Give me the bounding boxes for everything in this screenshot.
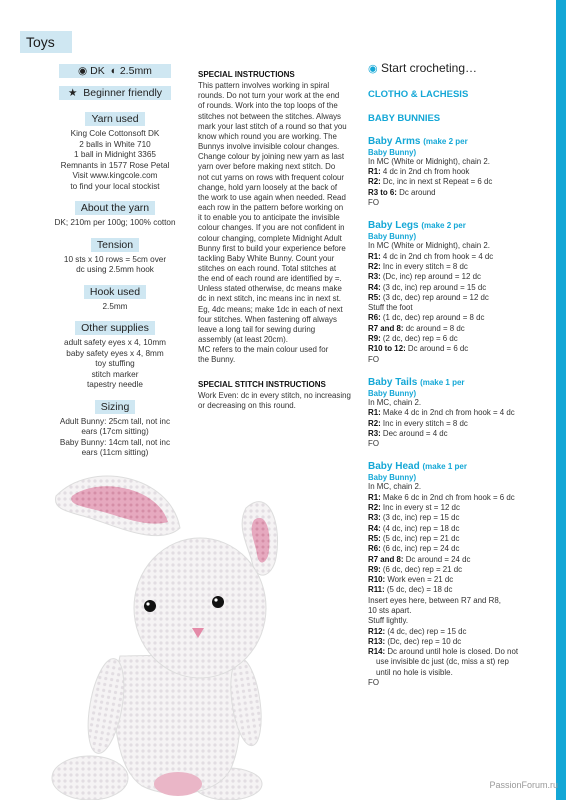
yarn-weight-badge: ◉ DK ◐ 2.5mm bbox=[59, 64, 171, 78]
pattern-row bbox=[368, 355, 543, 365]
tail-pink bbox=[154, 772, 202, 796]
instruction-line: mark your last stitch of a round so that you bbox=[198, 121, 347, 131]
instruction-line: Change colour by joining new yarn as last bbox=[198, 152, 345, 162]
pattern-row bbox=[368, 429, 543, 439]
instructions-column bbox=[198, 70, 358, 411]
row-label: R2: bbox=[368, 418, 381, 428]
special-stitch-body bbox=[198, 391, 358, 411]
instruction-line: dc in next stitch, inc means inc in next st. bbox=[198, 294, 341, 304]
pattern-row bbox=[368, 565, 543, 575]
row-text: (6 dc, dec) rep = 21 dc bbox=[382, 564, 463, 574]
instruction-line: each row in the pattern before working on bbox=[198, 203, 344, 213]
row-text: (3 dc, inc) rep = 15 dc bbox=[382, 513, 460, 523]
yarn-ball-icon: ◉ bbox=[368, 63, 378, 75]
row-label: R2: bbox=[368, 261, 381, 271]
designer-names: CLOTHO & LACHESIS bbox=[368, 89, 469, 101]
row-label: R5: bbox=[368, 292, 381, 302]
start-heading: ◉ Start crocheting… bbox=[368, 61, 477, 75]
section-title bbox=[368, 220, 543, 232]
pattern-row bbox=[368, 177, 543, 187]
row-text: (5 dc, inc) rep = 21 dc bbox=[382, 533, 460, 543]
pattern-row bbox=[368, 606, 543, 616]
pattern-row bbox=[368, 544, 543, 554]
pattern-row bbox=[368, 627, 543, 637]
instruction-line: the work to use again when needed. Read bbox=[198, 192, 346, 202]
left-eye bbox=[144, 600, 156, 612]
row-text: In MC, chain 2. bbox=[368, 482, 422, 492]
pattern-row bbox=[368, 555, 543, 565]
row-label: R1: bbox=[368, 167, 381, 177]
special-instructions-body bbox=[198, 81, 358, 365]
row-text: Dec around = 4 dc bbox=[382, 428, 448, 438]
row-text: (Dc, dec) rep = 10 dc bbox=[387, 636, 462, 646]
section-title bbox=[368, 377, 543, 389]
row-label: R5: bbox=[368, 533, 381, 543]
instruction-line: four stitches. When fastening off always bbox=[198, 314, 337, 324]
pattern-info-column bbox=[40, 64, 190, 468]
row-text: (3 dc, inc) rep around = 15 dc bbox=[382, 282, 487, 292]
special-instructions-title: SPECIAL INSTRUCTIONS bbox=[198, 70, 295, 79]
row-label: R3: bbox=[368, 272, 381, 282]
tension-section: Tension 10 sts x 10 rows = 5cm over dc using 2.5mm hook bbox=[63, 238, 167, 274]
pattern-row bbox=[368, 283, 543, 293]
instruction-line: rounds. Do not turn your work at the end bbox=[198, 91, 340, 101]
section-note-cont: Baby Bunny) bbox=[368, 388, 417, 398]
instruction-line: leave a long tail for sewing during bbox=[198, 324, 316, 334]
pattern-row bbox=[368, 503, 543, 513]
pattern-row bbox=[368, 303, 543, 313]
pattern-row bbox=[368, 334, 543, 344]
section-heading: Sizing bbox=[95, 400, 136, 414]
row-label: R6: bbox=[368, 313, 381, 323]
stitch-line: or decreasing on this round. bbox=[198, 400, 296, 410]
instruction-line: not cut yarns on rows with frequent colour bbox=[198, 172, 345, 182]
row-text: Make 6 dc in 2nd ch from hook = 6 dc bbox=[382, 492, 515, 502]
pattern-row bbox=[368, 585, 543, 595]
side-color-strip bbox=[556, 0, 566, 800]
hook-used-section: Hook used 2.5mm bbox=[40, 285, 190, 313]
yarn-used-section: Yarn used King Cole Cottonsoft DK 2 balls in White 710 1 ball in Midnight 3365 Remnants in 1577 Rose Petal Visit www.kingcole.com to find your local stockist bbox=[40, 112, 190, 192]
pattern-row bbox=[368, 657, 543, 667]
pattern-row bbox=[368, 647, 543, 657]
section-heading: Yarn used bbox=[85, 112, 144, 126]
row-label: R4: bbox=[368, 282, 381, 292]
pattern-row bbox=[368, 493, 543, 503]
section-title bbox=[368, 461, 543, 473]
row-text: (Dc, inc) rep around = 12 dc bbox=[382, 272, 481, 282]
pattern-section bbox=[368, 461, 543, 688]
row-label: R3: bbox=[368, 513, 381, 523]
instruction-line: Bunnys involve invisible colour changes. bbox=[198, 142, 340, 152]
row-text: 10 sts apart. bbox=[368, 605, 412, 615]
instruction-line: it to enable you to anticipate the invisible bbox=[198, 213, 340, 223]
pattern-row bbox=[368, 616, 543, 626]
row-text: Dc around = 6 dc bbox=[407, 344, 469, 354]
row-label: R2: bbox=[368, 503, 381, 513]
row-text: (2 dc, dec) rep = 6 dc bbox=[382, 334, 458, 344]
row-label: R3 to 6: bbox=[368, 187, 397, 197]
pattern-row bbox=[368, 398, 543, 408]
section-title-text: Baby Legs bbox=[368, 220, 419, 232]
pattern-row bbox=[368, 419, 543, 429]
pattern-column bbox=[368, 63, 543, 700]
row-label: R14: bbox=[368, 647, 386, 657]
pattern-row bbox=[368, 596, 543, 606]
instruction-line: know which round you are working. The bbox=[198, 131, 337, 141]
row-text: FO bbox=[368, 678, 379, 688]
row-text: In MC (White or Midnight), chain 2. bbox=[368, 156, 490, 166]
special-stitch-title: SPECIAL STITCH INSTRUCTIONS bbox=[198, 379, 326, 389]
row-text: Dc around = 24 dc bbox=[405, 554, 471, 564]
pattern-section bbox=[368, 220, 543, 365]
row-label: R3: bbox=[368, 428, 381, 438]
pattern-row bbox=[368, 241, 543, 251]
pattern-row bbox=[368, 188, 543, 198]
instruction-line: of rounds. Work into the top loops of the bbox=[198, 101, 338, 111]
instruction-line: change, hold yarn loosely at the back of bbox=[198, 182, 338, 192]
pattern-row bbox=[368, 344, 543, 354]
instruction-line: the end of each round are identified by =. bbox=[198, 274, 342, 284]
row-label: R9: bbox=[368, 564, 381, 574]
section-note-cont: Baby Bunny) bbox=[368, 473, 417, 483]
stockist-link[interactable]: Visit www.kingcole.com bbox=[72, 171, 158, 180]
instruction-line: MC refers to the main colour used for bbox=[198, 345, 329, 355]
row-label: R10 to 12: bbox=[368, 344, 406, 354]
section-tab: Toys bbox=[20, 31, 72, 53]
row-label: R11: bbox=[368, 585, 385, 595]
section-note-cont: Baby Bunny) bbox=[368, 147, 417, 157]
row-text: Inc in every st = 12 dc bbox=[382, 503, 460, 513]
pattern-row bbox=[368, 575, 543, 585]
other-supplies-section: Other supplies adult safety eyes x 4, 10mm baby safety eyes x 4, 8mm toy stuffing stitch marker tapestry needle bbox=[64, 322, 166, 389]
pattern-row bbox=[368, 293, 543, 303]
instruction-line: Unless stated otherwise, dc means make bbox=[198, 284, 342, 294]
row-text: (1 dc, dec) rep around = 8 dc bbox=[382, 313, 485, 323]
pattern-section bbox=[368, 136, 543, 208]
section-title bbox=[368, 136, 543, 148]
pattern-sections bbox=[368, 136, 543, 688]
row-text: Work even = 21 dc bbox=[387, 575, 454, 585]
section-heading: Hook used bbox=[84, 285, 146, 299]
star-icon: ★ bbox=[67, 87, 78, 99]
row-text: Dc around bbox=[399, 187, 436, 197]
pattern-row bbox=[368, 408, 543, 418]
instruction-line: stitches not between the stitches. Always bbox=[198, 111, 341, 121]
pattern-row bbox=[368, 534, 543, 544]
instruction-line: colour changing, complete Midnight Adult bbox=[198, 233, 342, 243]
row-label: R6: bbox=[368, 544, 381, 554]
row-label: R7 and 8: bbox=[368, 554, 404, 564]
row-text: Dc around until hole is closed. Do not bbox=[387, 647, 519, 657]
instruction-line: tackling Baby White Bunny. Count your bbox=[198, 253, 335, 263]
row-text: 4 dc in 2nd ch from hook bbox=[382, 167, 470, 177]
crochet-bunny-photo bbox=[50, 466, 280, 800]
row-label: R7 and 8: bbox=[368, 323, 404, 333]
instruction-line: assembly (at least 20cm). bbox=[198, 335, 288, 345]
left-foot bbox=[52, 756, 128, 800]
row-text: until no hole is visible. bbox=[376, 667, 453, 677]
row-label: R10: bbox=[368, 575, 386, 585]
section-title-text: Baby Head bbox=[368, 461, 420, 473]
pattern-row bbox=[368, 313, 543, 323]
row-text: In MC (White or Midnight), chain 2. bbox=[368, 241, 490, 251]
section-note: (make 1 per bbox=[422, 462, 467, 472]
row-label: R9: bbox=[368, 334, 381, 344]
row-text: (5 dc, dec) = 18 dc bbox=[386, 585, 453, 595]
section-heading: Tension bbox=[91, 238, 139, 252]
row-text: FO bbox=[368, 198, 379, 208]
pattern-row bbox=[368, 482, 543, 492]
row-label: R2: bbox=[368, 177, 381, 187]
row-text: FO bbox=[368, 354, 379, 364]
row-label: R1: bbox=[368, 251, 381, 261]
pattern-row bbox=[368, 272, 543, 282]
pattern-row bbox=[368, 252, 543, 262]
section-title-text: Baby Tails bbox=[368, 376, 418, 388]
sizing-section: Sizing Adult Bunny: 25cm tall, not inc ears (17cm sitting) Baby Bunny: 14cm tall, not inc ears (11cm sitting) bbox=[59, 400, 171, 457]
section-note: (make 1 per bbox=[420, 377, 465, 387]
row-text: 4 dc in 2nd ch from hook = 4 dc bbox=[382, 251, 494, 261]
pattern-section bbox=[368, 377, 543, 449]
row-text: Insert eyes here, between R7 and R8, bbox=[368, 595, 501, 605]
row-text: FO bbox=[368, 439, 379, 449]
instruction-line: This pattern involves working in spiral bbox=[198, 81, 330, 91]
row-text: dc around = 8 dc bbox=[405, 323, 465, 333]
pattern-row bbox=[368, 524, 543, 534]
source-watermark: PassionForum.ru bbox=[489, 780, 558, 790]
row-text: use invisible dc just (dc, miss a st) rep bbox=[376, 657, 509, 667]
about-yarn-section: About the yarn DK; 210m per 100g; 100% cotton bbox=[54, 202, 176, 227]
row-text: Stuff the foot bbox=[368, 303, 413, 313]
row-text: (3 dc, dec) rep around = 12 dc bbox=[382, 292, 489, 302]
yarn-ball-icon: ◉ bbox=[78, 65, 88, 77]
pattern-row bbox=[368, 513, 543, 523]
pattern-row bbox=[368, 678, 543, 688]
stitch-line: Work Even: dc in every stitch, no increasing bbox=[198, 390, 351, 400]
row-text: Make 4 dc in 2nd ch from hook = 4 dc bbox=[382, 408, 515, 418]
instruction-line: Bunny first to build your experience before bbox=[198, 243, 346, 253]
instruction-line: the Bunny. bbox=[198, 355, 236, 365]
section-note-cont: Baby Bunny) bbox=[368, 232, 417, 242]
row-text: (4 dc, dec) rep = 15 dc bbox=[387, 626, 467, 636]
row-label: R12: bbox=[368, 626, 386, 636]
instruction-line: Eg, 4dc means; make 1dc in each of next bbox=[198, 304, 343, 314]
section-note: (make 2 per bbox=[423, 136, 468, 146]
right-eye bbox=[212, 596, 224, 608]
pattern-row bbox=[368, 637, 543, 647]
row-label: R1: bbox=[368, 408, 381, 418]
row-text: Inc in every stitch = 8 dc bbox=[382, 418, 468, 428]
section-note: (make 2 per bbox=[421, 221, 466, 231]
pattern-row bbox=[368, 324, 543, 334]
pattern-row bbox=[368, 668, 543, 678]
section-title-text: Baby Arms bbox=[368, 135, 421, 147]
row-text: Stuff lightly. bbox=[368, 616, 409, 626]
pattern-row bbox=[368, 439, 543, 449]
section-heading: About the yarn bbox=[75, 201, 155, 215]
row-label: R1: bbox=[368, 492, 381, 502]
row-label: R13: bbox=[368, 636, 386, 646]
row-text: Dc, inc in next st Repeat = 6 dc bbox=[382, 177, 493, 187]
row-label: R4: bbox=[368, 523, 381, 533]
skill-level-badge: ★ Beginner friendly bbox=[59, 86, 171, 100]
pattern-row bbox=[368, 262, 543, 272]
section-heading: Other supplies bbox=[75, 321, 155, 335]
row-text: (4 dc, inc) rep = 18 dc bbox=[382, 523, 460, 533]
pattern-row bbox=[368, 157, 543, 167]
pattern-row bbox=[368, 198, 543, 208]
instruction-line: yarn over before making next stitch. Do bbox=[198, 162, 336, 172]
pattern-row bbox=[368, 167, 543, 177]
pattern-subtitle: BABY BUNNIES bbox=[368, 112, 441, 124]
row-text: (6 dc, inc) rep = 24 dc bbox=[382, 544, 460, 554]
instruction-line: stitches on each round. Total stitches at bbox=[198, 263, 337, 273]
row-text: Inc in every stitch = 8 dc bbox=[382, 261, 468, 271]
row-text: In MC, chain 2. bbox=[368, 397, 422, 407]
hook-icon: ◐ bbox=[110, 65, 117, 77]
instruction-line: colour changes. If you are not confident in bbox=[198, 223, 345, 233]
